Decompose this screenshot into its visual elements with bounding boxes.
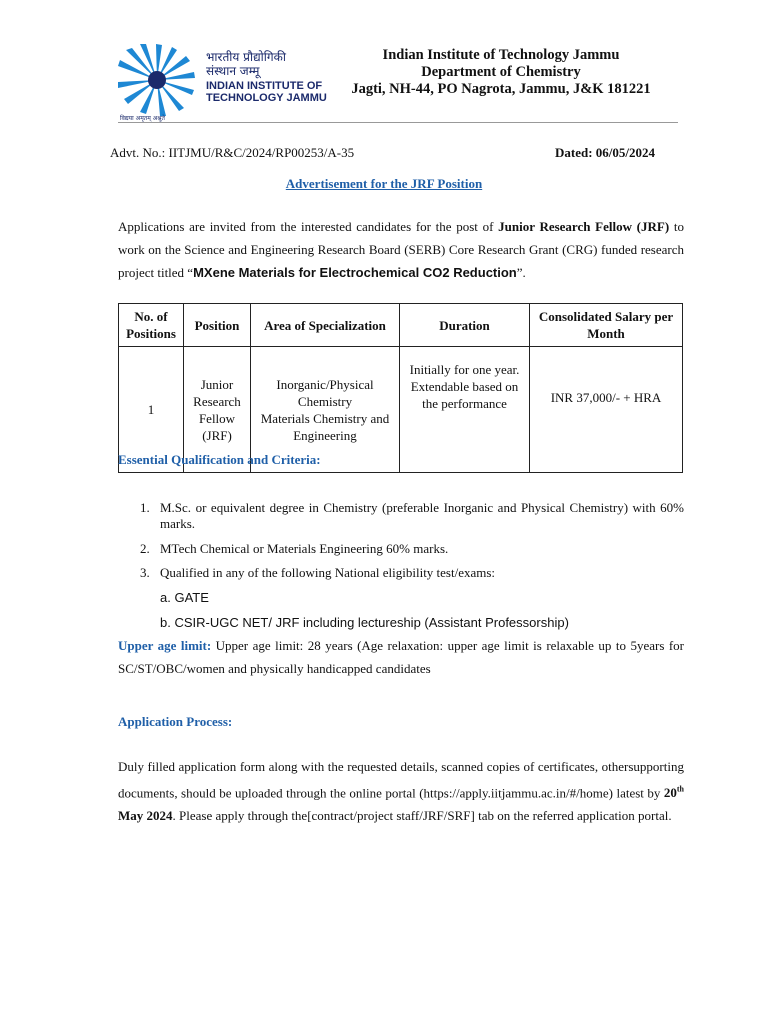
age-limit-text: Upper age limit: 28 years (Age relaxation: upper age limit is relaxable up to 5years for SC/ST/OBC/women and physically handicapped candidates xyxy=(118,638,685,676)
list-item xyxy=(118,500,684,532)
intro-text-3: ”. xyxy=(516,265,526,280)
header-duration: Duration xyxy=(400,304,530,347)
age-limit-paragraph xyxy=(118,634,684,680)
deadline-suffix: th xyxy=(676,785,684,794)
cell-duration: Initially for one year. Extendable based on the performance xyxy=(400,347,530,473)
logo-english-text: INDIAN INSTITUTE OF TECHNOLOGY JAMMU xyxy=(206,80,327,104)
header-position: Position xyxy=(184,304,251,347)
area-line-2: Materials Chemistry and Engineering xyxy=(260,410,390,443)
advertisement-title: Advertisement for the JRF Position xyxy=(285,176,483,191)
institute-address-block xyxy=(336,47,666,98)
header-positions: No. of Positions xyxy=(119,304,184,347)
list-text: M.Sc. or equivalent degree in Chemistry (preferable Inorganic and Physical Chemistry) with 60% marks. xyxy=(160,500,684,531)
list-item xyxy=(118,565,684,581)
project-title: MXene Materials for Electrochemical CO2 Reduction xyxy=(193,265,517,280)
institute-name: Indian Institute of Technology Jammu xyxy=(382,47,620,63)
application-text-1: Duly filled application form along with the requested details, scanned copies of certificates, othersupporting documents, should be uploaded through the online portal (https://apply.iitjammu.ac.in/#/home) latest by xyxy=(118,759,684,801)
criteria-list xyxy=(118,500,684,640)
header-divider xyxy=(118,122,678,123)
logo-motto: विद्यया अमृतम् अश्नुते xyxy=(120,115,165,122)
list-item xyxy=(118,541,684,557)
table-header-row xyxy=(119,304,683,347)
age-limit-label: Upper age limit: xyxy=(118,638,212,653)
iit-jammu-logo xyxy=(118,44,328,124)
deadline-day: 20 xyxy=(663,785,677,801)
area-line-1: Inorganic/Physical Chemistry xyxy=(276,376,374,409)
exam-item: a. GATE xyxy=(160,590,209,605)
iit-jammu-emblem-icon xyxy=(118,44,196,116)
list-number: 3. xyxy=(140,565,150,580)
header-salary: Consolidated Salary per Month xyxy=(530,304,683,347)
post-name: Junior Research Fellow (JRF) xyxy=(498,219,670,234)
cell-position: Junior Research Fellow (JRF) xyxy=(184,347,251,473)
advertisement-date: Dated: 06/05/2024 xyxy=(555,145,656,160)
application-text-2: . Please apply through the[contract/project staff/JRF/SRF] tab on the referred application portal. xyxy=(172,808,672,824)
position-table xyxy=(118,303,683,473)
header-area: Area of Specialization xyxy=(251,304,400,347)
intro-text-1: Applications are invited from the interested candidates for the post of xyxy=(118,219,499,234)
exam-item: b. CSIR-UGC NET/ JRF including lectureship (Assistant Professorship) xyxy=(160,615,569,630)
institute-address: Jagti, NH-44, PO Nagrota, Jammu, J&K 181221 xyxy=(351,81,651,97)
cell-salary: INR 37,000/- + HRA xyxy=(530,347,683,473)
department-name: Department of Chemistry xyxy=(421,64,581,80)
list-text: MTech Chemical or Materials Engineering 60% marks. xyxy=(160,541,449,556)
application-heading: Application Process: xyxy=(118,714,233,729)
list-number: 2. xyxy=(140,541,150,556)
list-text: Qualified in any of the following National eligibility test/exams: xyxy=(160,565,496,580)
deadline-month: May 2024 xyxy=(118,808,173,824)
list-number: 1. xyxy=(140,500,150,515)
essential-heading: Essential Qualification and Criteria: xyxy=(118,452,321,467)
logo-hindi-text: भारतीय प्रौद्योगिकी संस्थान जम्मू xyxy=(206,50,286,78)
application-paragraph xyxy=(118,755,684,827)
cell-positions: 1 xyxy=(119,347,184,473)
advertisement-number: Advt. No.: IITJMU/R&C/2024/RP00253/A-35 xyxy=(110,145,355,160)
intro-text-2: to work on the Science and Engineering Research Board (SERB) Core Research Grant (CRG) funded research project titled “ xyxy=(118,219,684,280)
intro-paragraph xyxy=(118,215,684,284)
